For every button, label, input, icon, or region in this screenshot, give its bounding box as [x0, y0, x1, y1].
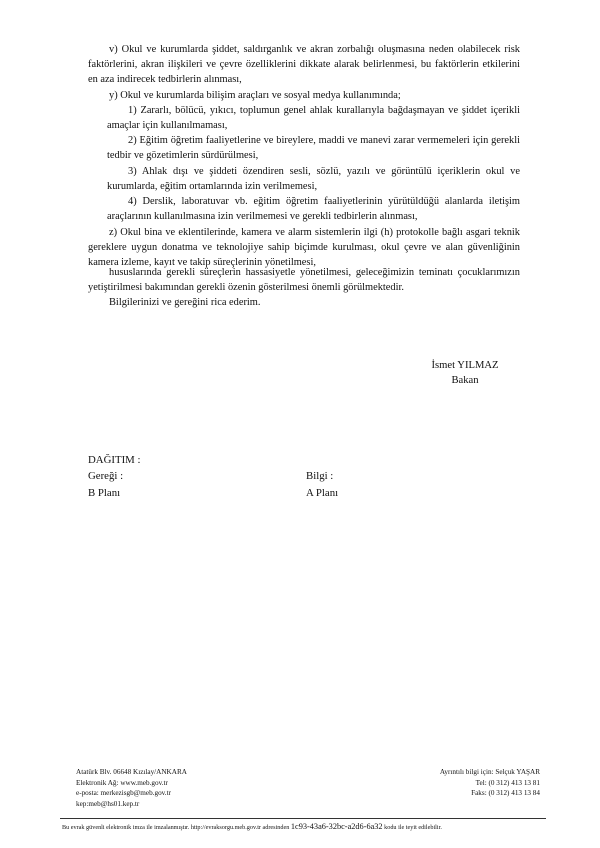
paragraph-closing: Bilgilerinizi ve gereğini rica ederim.: [109, 297, 261, 308]
footer-kep: kep:meb@hs01.kep.tr: [76, 799, 140, 808]
paragraph-y1: 1) Zararlı, bölücü, yıkıcı, toplumun genel ahlak kurallarıyla bağdaşmayan ve şiddet içerikli amaçlar için kullanılmaması,: [107, 105, 520, 132]
paragraph-hususlar: hususlarında gerekli süreçlerin hassasiyetle yönetilmesi, geleceğimizin teminatı çocuklarımızın yetiştirilmesi bakımından gerekli özenin gösterilmesi önemli görülmektedir.: [88, 267, 520, 294]
distribution-gereği-label: Gereği :: [88, 470, 124, 482]
paragraph-z: z) Okul bina ve eklentilerinde, kamera ve alarm sistemlerin ilgi (h) protokolle bağlı asgari teknik gereklere uygun donatma ve teknolojiye sahip biçimde kurulması, okul çevre ve alan güvenliğinin kamera izleme, kayıt ve takip süreçlerinin yönetilmesi,: [88, 227, 520, 269]
verification-line: [62, 822, 544, 833]
footer-address: Atatürk Blv. 06648 Kızılay/ANKARA: [76, 768, 187, 776]
distribution-heading: DAĞITIM :: [88, 454, 141, 466]
verification-prefix: Bu evrak güvenli elektronik imza ile imzalanmıştır. http://evraksorgu.meb.gov.tr adresinden: [62, 824, 290, 831]
footer-contact: Ayrıntılı bilgi için: Selçuk YAŞAR: [439, 768, 540, 776]
signatory-title: Bakan: [451, 375, 479, 386]
verification-suffix: kodu ile teyit edilebilir.: [384, 824, 442, 831]
footer-fax: Faks: (0 312) 413 13 84: [471, 789, 540, 798]
distribution-gereği-value: B Planı: [88, 487, 121, 499]
verification-code: 1c93-43a6-32bc-a2d6-6a32: [290, 822, 383, 831]
paragraph-y3: 3) Ahlak dışı ve şiddeti özendiren sesli, sözlü, yazılı ve görüntülü içeriklerin okul ve kurumlarda, eğitim ortamlarında izin verilmemesi,: [107, 166, 520, 193]
signature-block: [400, 358, 530, 388]
footer-right: [380, 767, 540, 799]
footer-left: [76, 767, 187, 809]
distribution-bilgi-value: A Planı: [306, 487, 339, 499]
paragraph-v: v) Okul ve kurumlarda şiddet, saldırganlık ve akran zorbalığı oluşmasına neden olabilecek risk faktörlerini, akran ilişkileri ve çevre özelliklerini dikkate alarak belirlenmesi, bu faktörlerin etkilerini en aza indirecek tedbirlerin alınması,: [88, 44, 520, 86]
signatory-name: İsmet YILMAZ: [431, 360, 499, 371]
footer-web: Elektronik Ağ: www.meb.gov.tr: [76, 778, 168, 787]
footer-divider: [60, 818, 546, 819]
footer-tel: Tel: (0 312) 413 13 81: [475, 778, 540, 787]
footer-email: e-posta: merkezisgb@meb.gov.tr: [76, 789, 171, 798]
distribution-bilgi-label: Bilgi :: [306, 470, 334, 482]
paragraph-y: y) Okul ve kurumlarda bilişim araçları ve sosyal medya kullanımında;: [109, 90, 401, 101]
paragraph-y2: 2) Eğitim öğretim faaliyetlerine ve bireylere, maddi ve manevi zarar vermemeleri için gerekli tedbir ve gözetimlerin sürdürülmesi,: [107, 135, 520, 162]
paragraph-y4: 4) Derslik, laboratuvar vb. eğitim öğretim faaliyetlerinin yürütüldüğü alanlarda iletişim araçlarının kullanılmasına izin verilmemesi ve gerekli tedbirlerin alınması,: [107, 196, 520, 223]
